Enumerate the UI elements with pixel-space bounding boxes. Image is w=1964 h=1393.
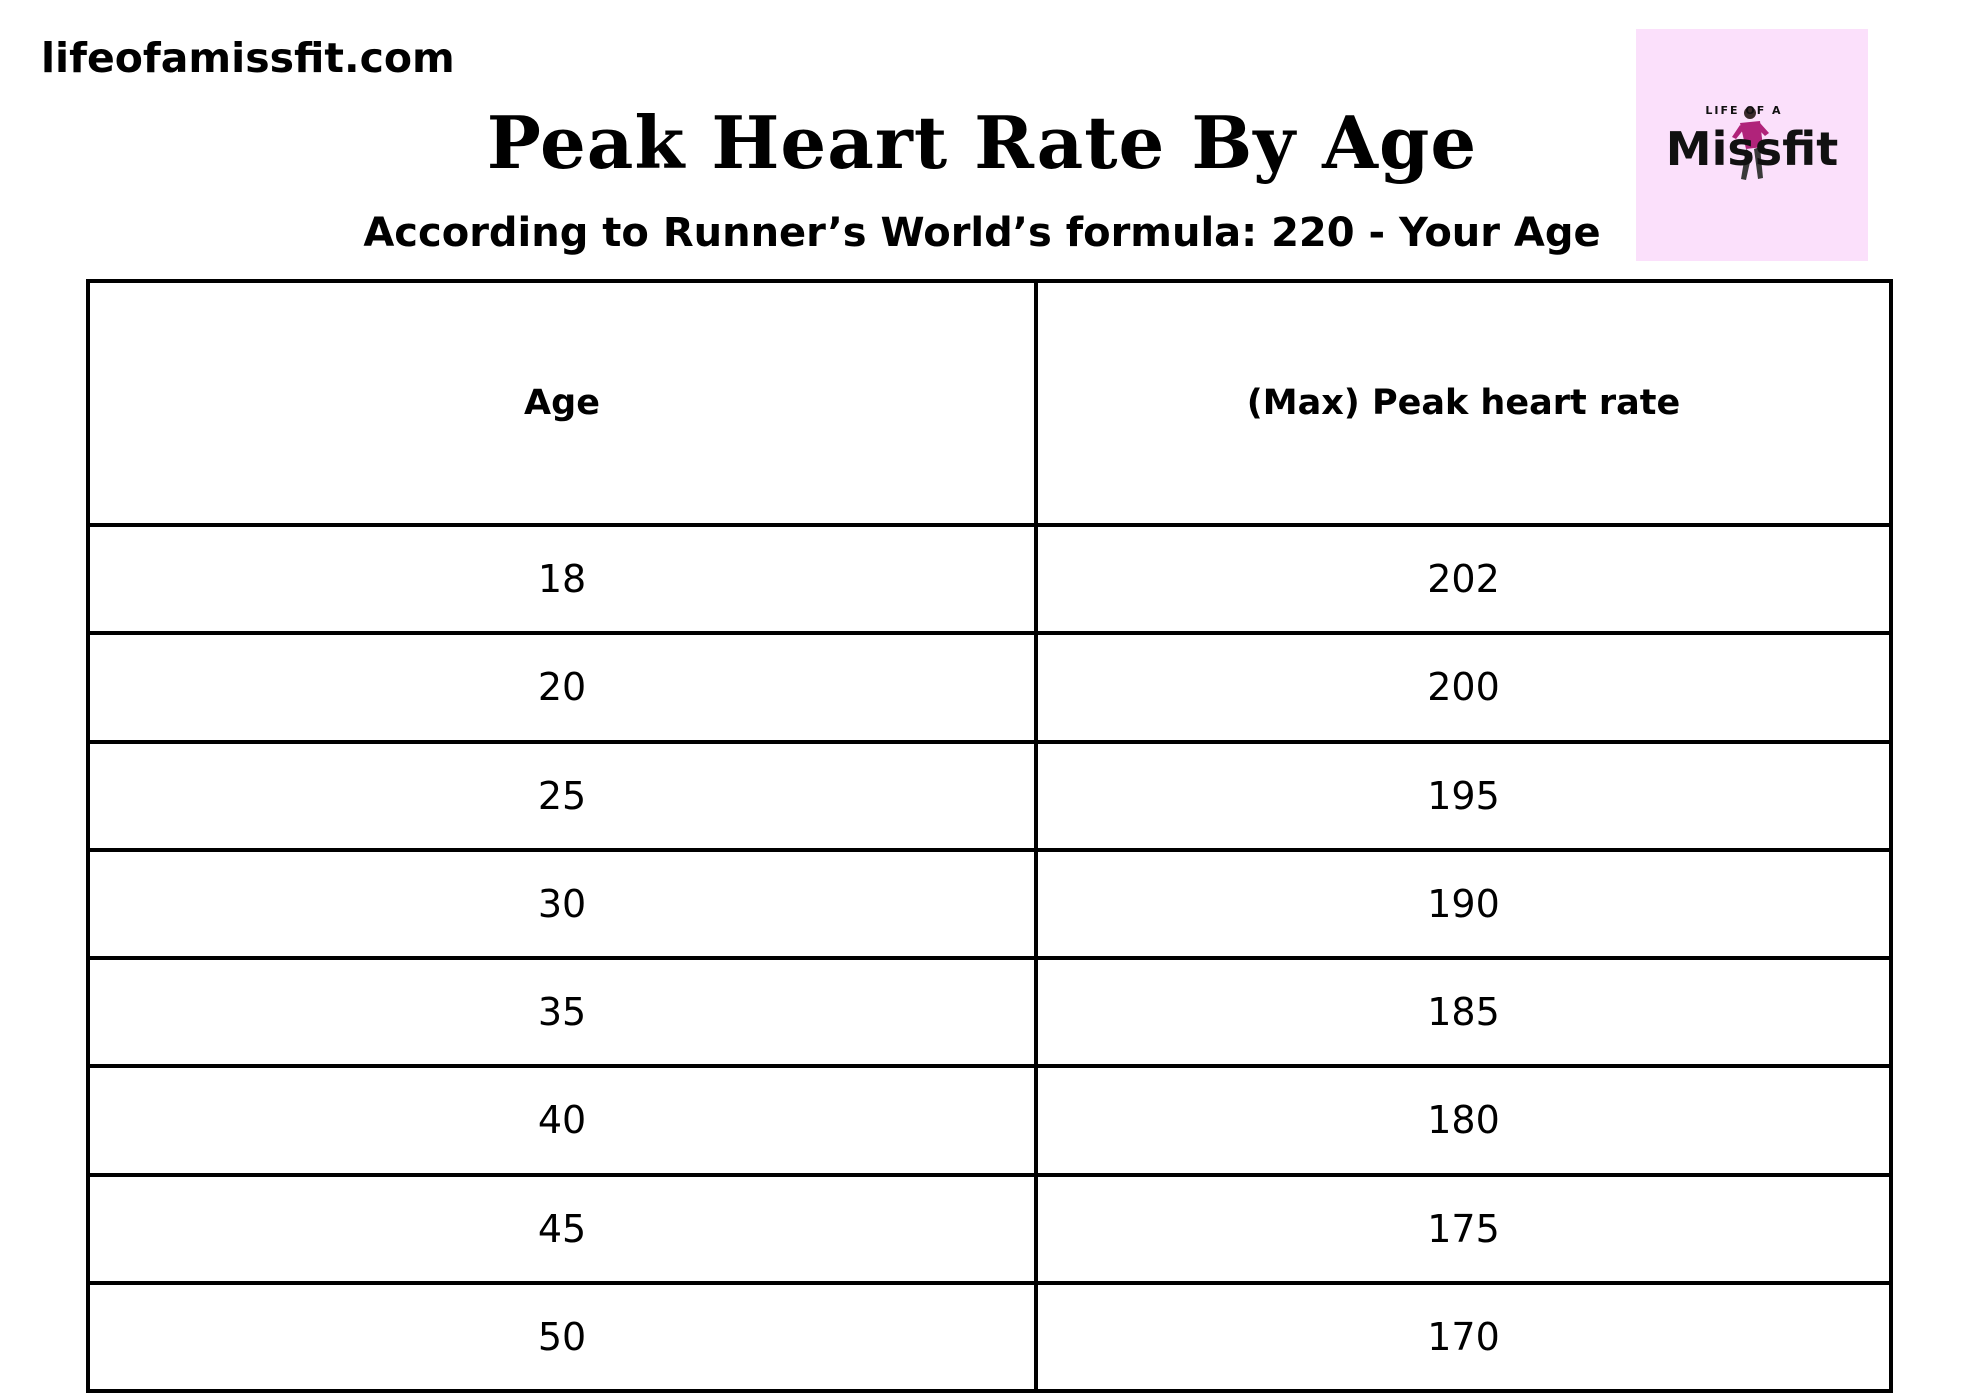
age-cell: 18 — [88, 525, 1036, 633]
heart-rate-cell: 202 — [1036, 525, 1891, 633]
logo-graphic — [1636, 29, 1868, 261]
page-subtitle: According to Runner’s World’s formula: 220 - Your Age — [363, 210, 1601, 256]
header-age: Age — [88, 281, 1036, 525]
heart-rate-cell: 200 — [1036, 633, 1891, 741]
table-row — [88, 633, 1891, 741]
site-url: lifeofamissfit.com — [41, 34, 455, 82]
age-cell: 30 — [88, 850, 1036, 958]
logo-top-text: LIFE OF A — [1705, 104, 1783, 117]
table-header-row — [88, 281, 1891, 525]
age-cell: 45 — [88, 1175, 1036, 1283]
heart-rate-cell: 170 — [1036, 1283, 1891, 1391]
header-peak-heart-rate: (Max) Peak heart rate — [1036, 281, 1891, 525]
age-cell: 40 — [88, 1066, 1036, 1174]
heart-rate-cell: 175 — [1036, 1175, 1891, 1283]
table-row — [88, 742, 1891, 850]
table-row — [88, 958, 1891, 1066]
heart-rate-cell: 190 — [1036, 850, 1891, 958]
age-cell: 25 — [88, 742, 1036, 850]
age-cell: 20 — [88, 633, 1036, 741]
brand-logo — [1636, 29, 1868, 261]
age-cell: 35 — [88, 958, 1036, 1066]
age-cell: 50 — [88, 1283, 1036, 1391]
heart-rate-cell: 185 — [1036, 958, 1891, 1066]
heart-rate-table — [86, 279, 1893, 1393]
table-row — [88, 525, 1891, 633]
table-row — [88, 850, 1891, 958]
table-row — [88, 1066, 1891, 1174]
table-row — [88, 1283, 1891, 1391]
logo-main-text: Missfit — [1665, 122, 1839, 176]
heart-rate-cell: 180 — [1036, 1066, 1891, 1174]
heart-rate-cell: 195 — [1036, 742, 1891, 850]
table-row — [88, 1175, 1891, 1283]
page-title: Peak Heart Rate By Age — [486, 100, 1478, 185]
